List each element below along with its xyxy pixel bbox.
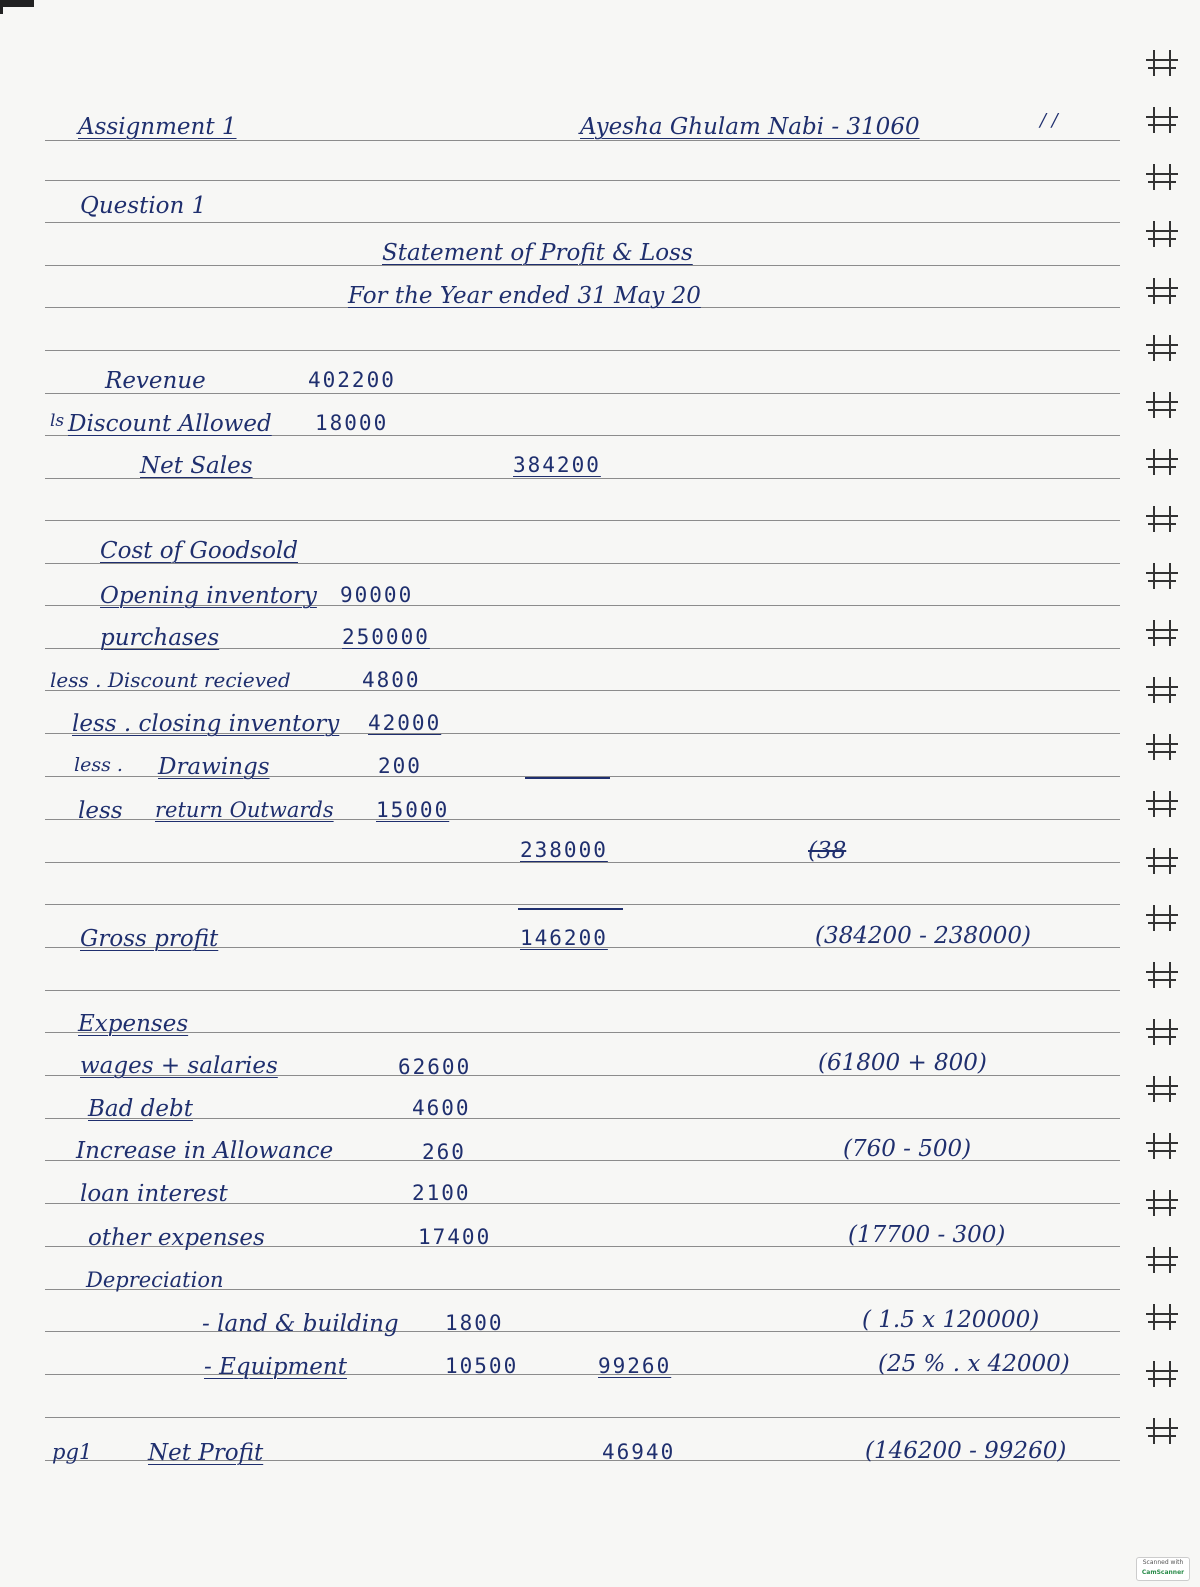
- purchases-value: 250000: [342, 625, 430, 649]
- binding-mark: [1146, 1418, 1178, 1444]
- other-expenses-working: (17700 - 300): [848, 1222, 1006, 1248]
- binding-mark: [1146, 164, 1178, 190]
- other-expenses-label: other expenses: [88, 1225, 265, 1251]
- depreciation-heading: Depreciation: [86, 1268, 224, 1292]
- binding-mark: [1146, 335, 1178, 361]
- purchases-label: purchases: [100, 625, 220, 651]
- binding-mark: [1146, 1190, 1178, 1216]
- wages-working: (61800 + 800): [818, 1050, 987, 1076]
- net-profit-value: 46940: [602, 1440, 676, 1464]
- statement-period: For the Year ended 31 May 20: [348, 283, 701, 309]
- land-building-value: 1800: [445, 1311, 504, 1335]
- wages-value: 62600: [398, 1055, 472, 1079]
- opening-inventory-label: Opening inventory: [100, 583, 317, 609]
- binding-mark: [1146, 905, 1178, 931]
- equipment-working: (25 % . x 42000): [878, 1351, 1070, 1377]
- returns-prefix: less: [78, 798, 123, 824]
- net-sales-value: 384200: [513, 453, 601, 477]
- drawings-prefix: less .: [74, 754, 123, 776]
- binding-mark: [1146, 563, 1178, 589]
- scan-corner-mark: [0, 0, 34, 14]
- binding-mark: [1146, 962, 1178, 988]
- returns-outwards-value: 15000: [376, 798, 450, 822]
- allowance-value: 260: [422, 1140, 466, 1164]
- returns-outwards-label: return Outwards: [155, 798, 334, 822]
- closing-inventory-value: 42000: [368, 711, 442, 735]
- discount-prefix: ls: [50, 411, 65, 431]
- bad-debt-label: Bad debt: [88, 1096, 193, 1122]
- gross-profit-label: Gross profit: [80, 926, 219, 952]
- binding-mark: [1146, 791, 1178, 817]
- cogs-total-value: 238000: [520, 838, 608, 862]
- binding-mark: [1146, 1247, 1178, 1273]
- binding-mark: [1146, 1361, 1178, 1387]
- equipment-label: - Equipment: [204, 1354, 347, 1380]
- net-profit-label: Net Profit: [148, 1440, 264, 1466]
- expenses-total-value: 99260: [598, 1354, 672, 1378]
- binding-mark: [1146, 734, 1178, 760]
- discount-received-value: 4800: [362, 668, 421, 692]
- spiral-binding-marks: [1132, 40, 1192, 1490]
- revenue-value: 402200: [308, 368, 396, 392]
- gross-profit-value: 146200: [520, 926, 608, 950]
- net-sales-label: Net Sales: [140, 453, 253, 479]
- land-building-label: - land & building: [202, 1311, 399, 1337]
- drawings-value: 200: [378, 754, 422, 778]
- allowance-working: (760 - 500): [843, 1136, 972, 1162]
- binding-mark: [1146, 107, 1178, 133]
- other-expenses-value: 17400: [418, 1225, 492, 1249]
- binding-mark: [1146, 506, 1178, 532]
- cogs-note-struck: (38: [808, 838, 847, 864]
- binding-mark: [1146, 50, 1178, 76]
- scanner-watermark: Scanned with CamScanner: [1136, 1557, 1190, 1581]
- binding-mark: [1146, 449, 1178, 475]
- subtotal-stroke: [525, 777, 610, 779]
- assignment-title: Assignment 1: [78, 114, 237, 140]
- gross-profit-stroke: [518, 908, 623, 910]
- discount-allowed-value: 18000: [315, 411, 389, 435]
- expenses-heading: Expenses: [78, 1011, 189, 1037]
- date-marks: / /: [1040, 110, 1058, 131]
- student-name-id: Ayesha Ghulam Nabi - 31060: [580, 114, 920, 140]
- wages-label: wages + salaries: [80, 1053, 278, 1079]
- binding-mark: [1146, 677, 1178, 703]
- cogs-heading: Cost of Goodsold: [100, 538, 298, 564]
- gross-profit-working: (384200 - 238000): [815, 923, 1031, 949]
- discount-received-label: less . Discount recieved: [50, 668, 291, 692]
- loan-interest-label: loan interest: [80, 1181, 228, 1207]
- bad-debt-value: 4600: [412, 1096, 471, 1120]
- drawings-label: Drawings: [158, 754, 270, 780]
- binding-mark: [1146, 221, 1178, 247]
- revenue-label: Revenue: [105, 368, 206, 394]
- opening-inventory-value: 90000: [340, 583, 414, 607]
- statement-title: Statement of Profit & Loss: [382, 240, 693, 266]
- page-number-mark: pg1: [52, 1440, 93, 1464]
- net-profit-working: (146200 - 99260): [865, 1438, 1067, 1464]
- closing-inventory-label: less . closing inventory: [72, 711, 340, 737]
- allowance-label: Increase in Allowance: [76, 1138, 334, 1164]
- question-heading: Question 1: [80, 193, 207, 219]
- loan-interest-value: 2100: [412, 1181, 471, 1205]
- binding-mark: [1146, 278, 1178, 304]
- discount-allowed-label: Discount Allowed: [68, 411, 272, 437]
- binding-mark: [1146, 1019, 1178, 1045]
- binding-mark: [1146, 1133, 1178, 1159]
- binding-mark: [1146, 1304, 1178, 1330]
- binding-mark: [1146, 848, 1178, 874]
- equipment-value: 10500: [445, 1354, 519, 1378]
- land-building-working: ( 1.5 x 120000): [862, 1307, 1040, 1333]
- binding-mark: [1146, 1076, 1178, 1102]
- binding-mark: [1146, 620, 1178, 646]
- binding-mark: [1146, 392, 1178, 418]
